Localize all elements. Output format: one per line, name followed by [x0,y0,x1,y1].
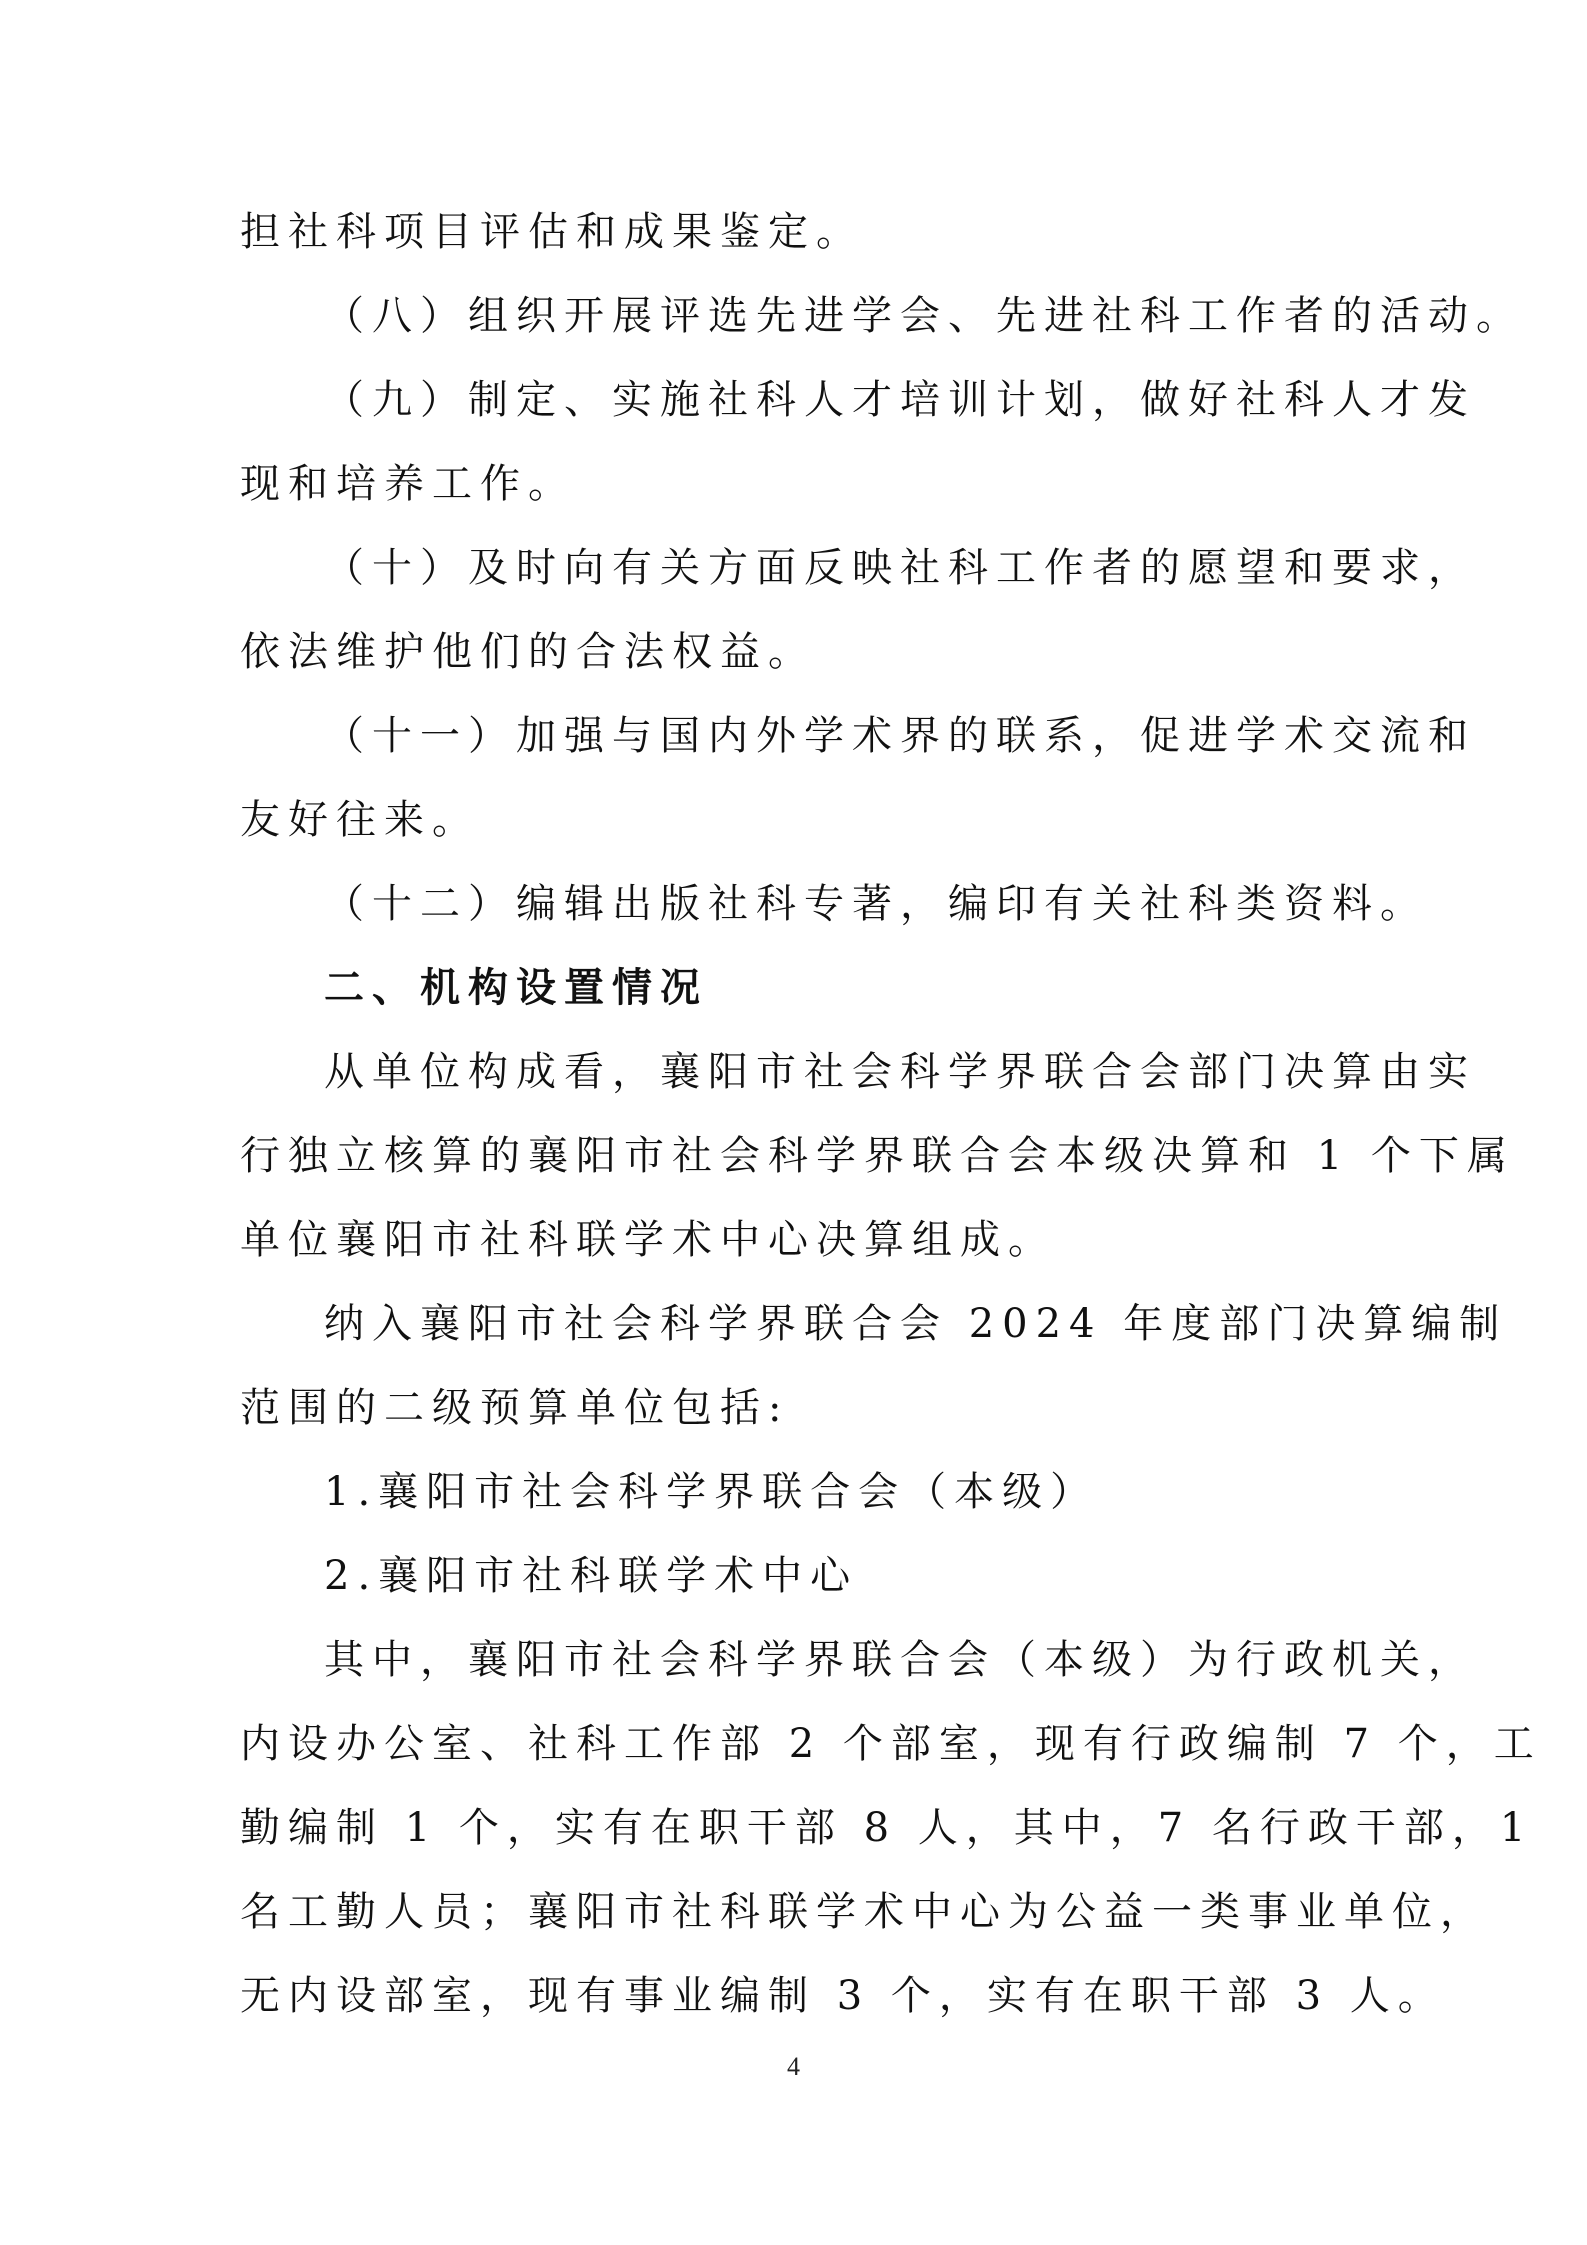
paragraph-line: 行独立核算的襄阳市社会科学界联合会本级决算和 1 个下属 [240,1133,1515,1179]
paragraph-line: 纳入襄阳市社会科学界联合会 2024 年度部门决算编制 [324,1301,1508,1347]
paragraph-line: （八）组织开展评选先进学会、先进社科工作者的活动。 [324,293,1524,339]
paragraph-line: 范围的二级预算单位包括: [240,1385,790,1431]
paragraph-line: 现和培养工作。 [240,461,576,507]
page-number: 4 [787,2052,800,2081]
paragraph-line: 从单位构成看，襄阳市社会科学界联合会部门决算由实 [324,1049,1476,1095]
paragraph-line: （十一）加强与国内外学术界的联系，促进学术交流和 [324,713,1476,759]
paragraph-line: 单位襄阳市社科联学术中心决算组成。 [240,1217,1056,1263]
paragraph-line: 2.襄阳市社科联学术中心 [324,1553,859,1599]
paragraph-line: 担社科项目评估和成果鉴定。 [240,209,864,255]
paragraph-line: 友好往来。 [240,797,480,843]
paragraph-line: 内设办公室、社科工作部 2 个部室，现有行政编制 7 个，工 [240,1721,1542,1767]
document-body [240,190,1542,2038]
paragraph-line: （十二）编辑出版社科专著，编印有关社科类资料。 [324,881,1428,927]
paragraph-line: 依法维护他们的合法权益。 [240,629,816,675]
paragraph-line: （九）制定、实施社科人才培训计划，做好社科人才发 [324,377,1476,423]
paragraph-line: 名工勤人员；襄阳市社科联学术中心为公益一类事业单位， [240,1889,1488,1935]
paragraph-line: 勤编制 1 个，实有在职干部 8 人，其中，7 名行政干部，1 [240,1805,1534,1851]
paragraph-line: （十）及时向有关方面反映社科工作者的愿望和要求， [324,545,1476,591]
paragraph-line: 1.襄阳市社会科学界联合会（本级） [324,1469,1099,1515]
paragraph-line: 其中，襄阳市社会科学界联合会（本级）为行政机关， [324,1637,1476,1683]
section-heading: 二、机构设置情况 [324,965,708,1011]
paragraph-line: 无内设部室，现有事业编制 3 个，实有在职干部 3 人。 [240,1973,1446,2019]
